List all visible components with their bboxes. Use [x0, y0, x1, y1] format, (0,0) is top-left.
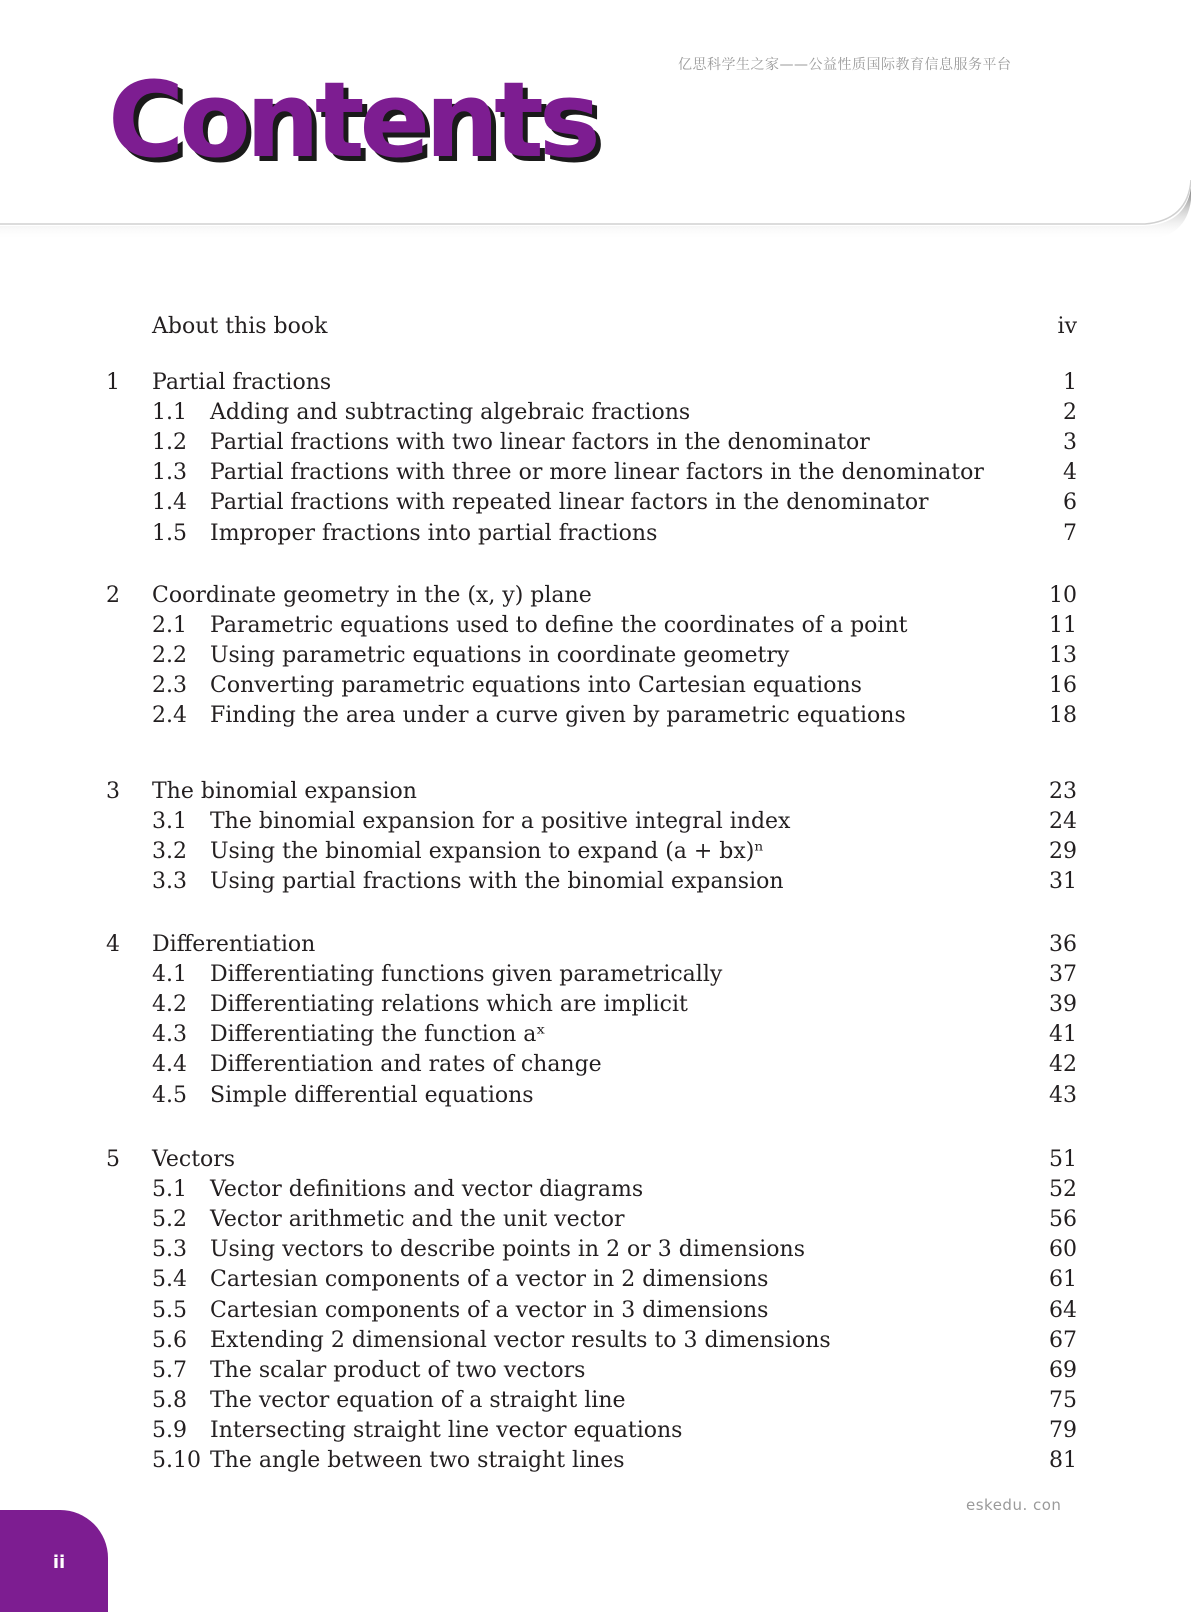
section-page: 11: [1049, 613, 1077, 639]
toc-section-row[interactable]: [0, 1265, 1191, 1295]
toc-section-row[interactable]: [0, 398, 1191, 428]
toc-section-row[interactable]: [0, 1081, 1191, 1111]
toc-section-row[interactable]: [0, 519, 1191, 549]
toc-section-row[interactable]: [0, 611, 1191, 641]
section-number: 2.3: [152, 673, 187, 699]
section-number: 4.2: [152, 992, 187, 1018]
section-page: 4: [1063, 460, 1077, 486]
section-page: 52: [1049, 1177, 1077, 1203]
section-number: 1.5: [152, 520, 187, 546]
toc-chapter-row[interactable]: [0, 930, 1191, 960]
section-title: The binomial expansion for a positive integral index: [210, 809, 791, 835]
toc-section-row[interactable]: [0, 1020, 1191, 1050]
toc-section-row[interactable]: [0, 1386, 1191, 1416]
chapter-number: 3: [106, 779, 120, 804]
section-title: Differentiating the function aˣ: [210, 1022, 546, 1048]
toc-section-row[interactable]: [0, 837, 1191, 867]
section-page: 7: [1063, 520, 1077, 546]
section-number: 1.4: [152, 490, 187, 516]
toc-section-row[interactable]: [0, 960, 1191, 990]
section-page: 60: [1049, 1237, 1077, 1263]
section-page: 41: [1049, 1022, 1077, 1048]
toc-chapter-row[interactable]: [0, 368, 1191, 398]
section-title: Partial fractions with three or more linear factors in the denominator: [210, 460, 984, 486]
chapter-number: 1: [106, 370, 120, 395]
section-title: Extending 2 dimensional vector results to 3 dimensions: [210, 1327, 831, 1353]
chapter-number: 5: [106, 1147, 120, 1172]
toc-section-row[interactable]: [0, 1356, 1191, 1386]
toc-section-row[interactable]: [0, 1235, 1191, 1265]
toc-section-row[interactable]: [0, 1326, 1191, 1356]
header-watermark: 亿思科学生之家——公益性质国际教育信息服务平台: [678, 57, 1012, 73]
toc-section-row[interactable]: [0, 1296, 1191, 1326]
toc-section-row[interactable]: [0, 1446, 1191, 1476]
section-number: 5.1: [152, 1177, 187, 1203]
section-number: 5.5: [152, 1297, 187, 1323]
section-number: 4.5: [152, 1082, 187, 1108]
section-title: Partial fractions with repeated linear factors in the denominator: [210, 490, 929, 516]
chapter-number: 4: [106, 932, 120, 957]
section-page: 18: [1049, 703, 1077, 729]
section-title: Improper fractions into partial fractions: [210, 520, 658, 546]
section-number: 5.8: [152, 1387, 187, 1413]
section-page: 13: [1049, 643, 1077, 669]
section-page: 42: [1049, 1052, 1077, 1078]
toc-about-page: iv: [1057, 314, 1077, 339]
section-number: 3.2: [152, 839, 187, 865]
section-number: 5.6: [152, 1327, 187, 1353]
section-title: The vector equation of a straight line: [210, 1387, 626, 1413]
toc-section-row[interactable]: [0, 1416, 1191, 1446]
section-title: Using partial fractions with the binomial expansion: [210, 869, 784, 895]
section-title: Differentiation and rates of change: [210, 1052, 602, 1078]
section-title: Using vectors to describe points in 2 or 3 dimensions: [210, 1237, 805, 1263]
toc-section-row[interactable]: [0, 428, 1191, 458]
section-page: 16: [1049, 673, 1077, 699]
section-page: 43: [1049, 1082, 1077, 1108]
toc-chapter-row[interactable]: [0, 1145, 1191, 1175]
section-title: Differentiating functions given parametrically: [210, 962, 723, 988]
section-page: 37: [1049, 962, 1077, 988]
chapter-page: 51: [1049, 1147, 1077, 1172]
section-number: 1.1: [152, 400, 187, 426]
section-number: 2.4: [152, 703, 187, 729]
page-number-tab: [0, 1510, 108, 1612]
toc-chapter-row[interactable]: [0, 581, 1191, 611]
section-number: 2.1: [152, 613, 187, 639]
section-title: Partial fractions with two linear factors in the denominator: [210, 430, 870, 456]
section-number: 2.2: [152, 643, 187, 669]
toc-section-row[interactable]: [0, 867, 1191, 897]
section-page: 6: [1063, 490, 1077, 516]
section-page: 75: [1049, 1387, 1077, 1413]
section-title: Intersecting straight line vector equations: [210, 1417, 683, 1443]
section-title: Parametric equations used to define the coordinates of a point: [210, 613, 908, 639]
chapter-page: 36: [1049, 932, 1077, 957]
chapter-title: The binomial expansion: [152, 779, 417, 804]
section-number: 5.9: [152, 1417, 187, 1443]
toc-section-row[interactable]: [0, 1205, 1191, 1235]
section-page: 81: [1049, 1448, 1077, 1473]
section-page: 3: [1063, 430, 1077, 456]
section-page: 56: [1049, 1207, 1077, 1233]
section-number: 4.4: [152, 1052, 187, 1078]
section-title: Finding the area under a curve given by parametric equations: [210, 703, 906, 729]
section-page: 69: [1049, 1357, 1077, 1383]
chapter-page: 1: [1063, 370, 1077, 395]
section-number: 5.7: [152, 1357, 187, 1383]
section-title: Converting parametric equations into Cartesian equations: [210, 673, 862, 699]
chapter-page: 23: [1049, 779, 1077, 804]
section-number: 5.3: [152, 1237, 187, 1263]
section-number: 4.3: [152, 1022, 187, 1048]
page-title: Contents: [108, 59, 596, 181]
chapter-title: Partial fractions: [152, 370, 332, 395]
toc-section-row[interactable]: [0, 990, 1191, 1020]
section-number: 3.1: [152, 809, 187, 835]
section-page: 64: [1049, 1297, 1077, 1323]
section-title: Vector definitions and vector diagrams: [210, 1177, 644, 1203]
chapter-title: Vectors: [152, 1147, 236, 1172]
section-title: The scalar product of two vectors: [210, 1357, 586, 1383]
toc-section-row[interactable]: [0, 1175, 1191, 1205]
toc-section-row[interactable]: [0, 1050, 1191, 1080]
chapter-number: 2: [106, 583, 120, 608]
section-page: 31: [1049, 869, 1077, 895]
section-number: 1.2: [152, 430, 187, 456]
section-number: 5.4: [152, 1267, 187, 1293]
section-number: 5.10: [152, 1448, 201, 1473]
section-page: 29: [1049, 839, 1077, 865]
toc-section-row[interactable]: [0, 488, 1191, 518]
section-page: 2: [1063, 400, 1077, 426]
section-page: 61: [1049, 1267, 1077, 1293]
footer-watermark: eskedu. con: [966, 1496, 1062, 1514]
section-title: Simple differential equations: [210, 1082, 534, 1108]
section-number: 3.3: [152, 869, 187, 895]
section-title: Cartesian components of a vector in 3 dimensions: [210, 1297, 769, 1323]
chapter-title: Coordinate geometry in the (x, y) plane: [152, 583, 592, 608]
section-page: 39: [1049, 992, 1077, 1018]
section-page: 67: [1049, 1327, 1077, 1353]
chapter-page: 10: [1049, 583, 1077, 608]
page-number: ii: [52, 1552, 66, 1573]
section-title: Using the binomial expansion to expand (a + bx)ⁿ: [210, 839, 764, 865]
section-title: Using parametric equations in coordinate geometry: [210, 643, 790, 669]
toc-about-title: About this book: [152, 314, 328, 339]
section-title: Cartesian components of a vector in 2 dimensions: [210, 1267, 769, 1293]
toc-section-row[interactable]: [0, 641, 1191, 671]
section-title: Vector arithmetic and the unit vector: [210, 1207, 625, 1233]
section-number: 4.1: [152, 962, 187, 988]
chapter-title: Differentiation: [152, 932, 316, 957]
toc-section-row[interactable]: [0, 807, 1191, 837]
section-page: 24: [1049, 809, 1077, 835]
toc-row-about[interactable]: [0, 312, 1191, 342]
toc-section-row[interactable]: [0, 671, 1191, 701]
section-page: 79: [1049, 1417, 1077, 1443]
section-number: 1.3: [152, 460, 187, 486]
section-title: Adding and subtracting algebraic fractions: [210, 400, 691, 426]
section-title: Differentiating relations which are implicit: [210, 992, 688, 1018]
toc-section-row[interactable]: [0, 458, 1191, 488]
toc-section-row[interactable]: [0, 701, 1191, 731]
section-title: The angle between two straight lines: [210, 1448, 625, 1473]
toc-chapter-row[interactable]: [0, 777, 1191, 807]
section-number: 5.2: [152, 1207, 187, 1233]
